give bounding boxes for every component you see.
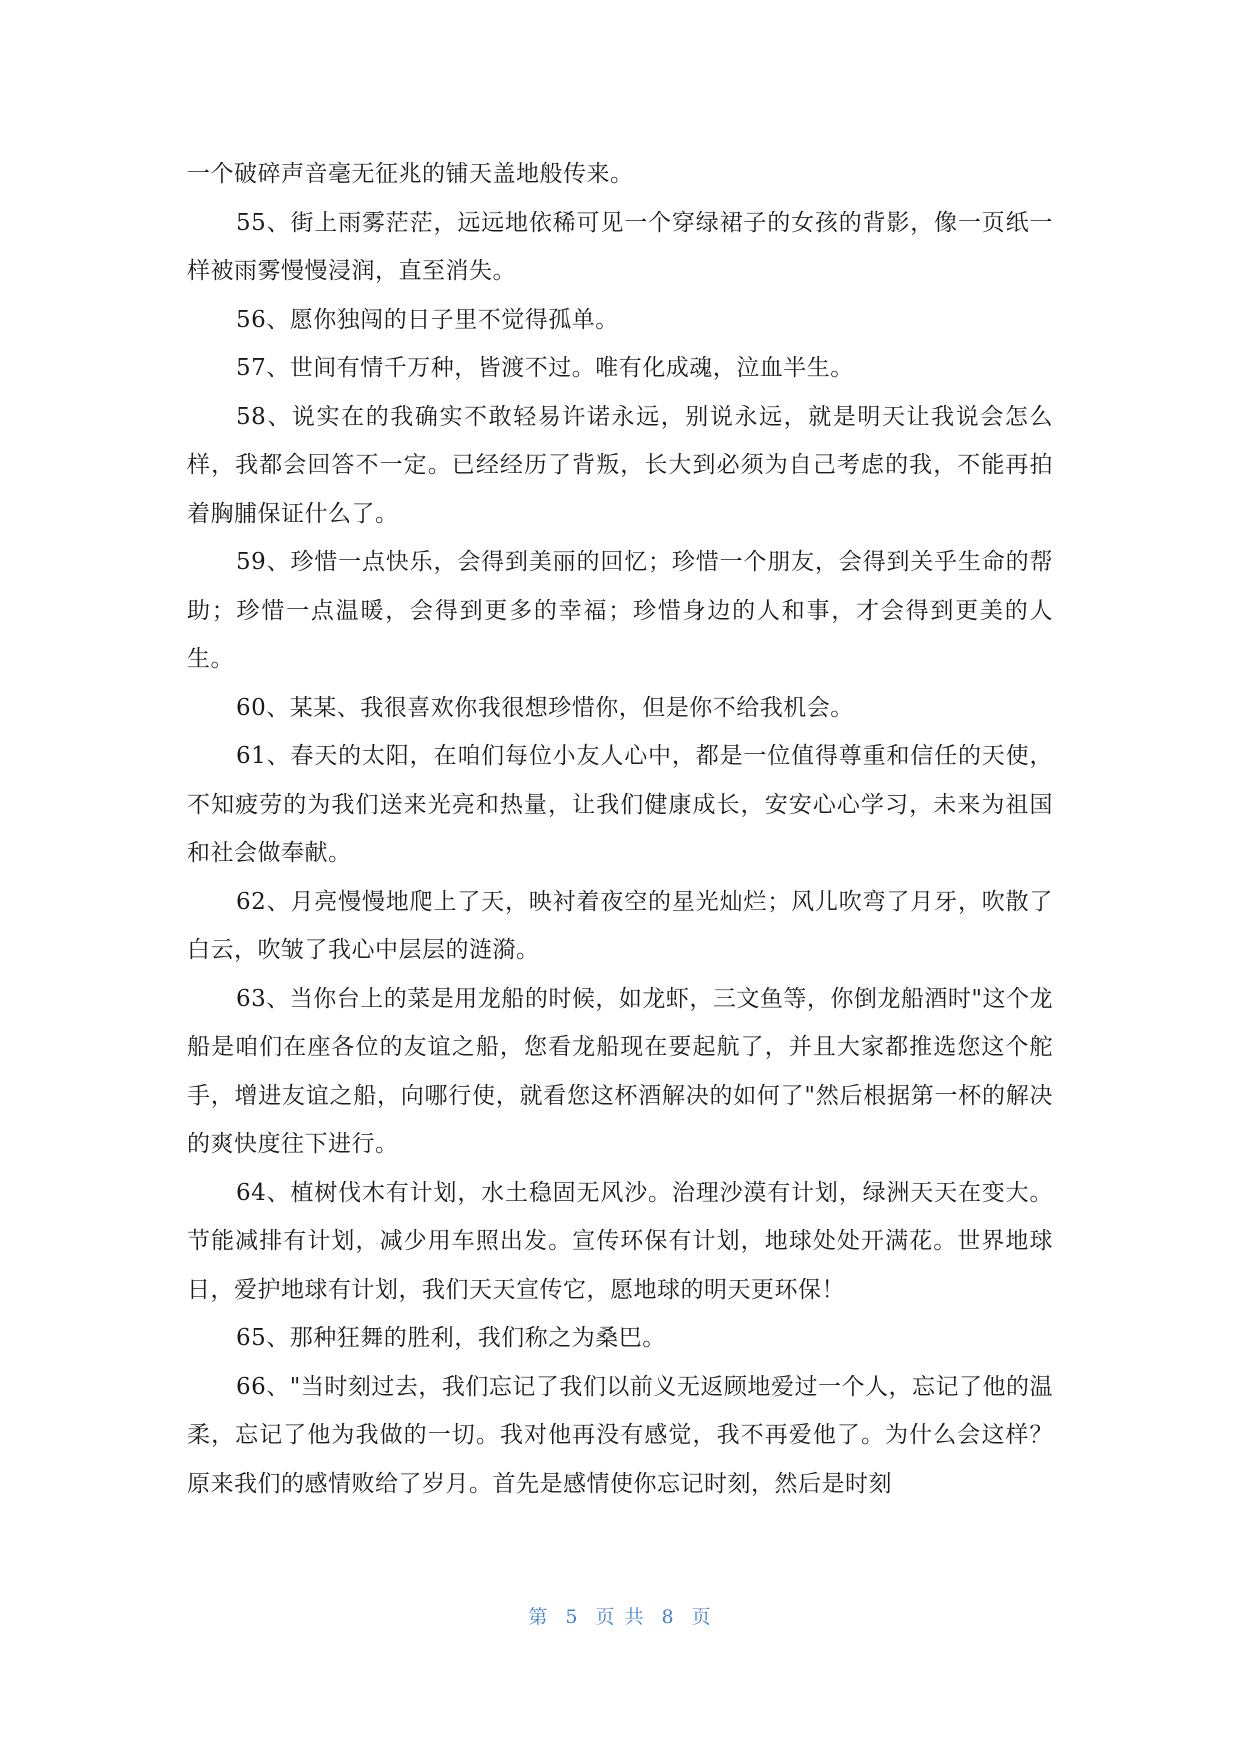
paragraph: 59、珍惜一点快乐，会得到美丽的回忆；珍惜一个朋友，会得到关乎生命的帮助；珍惜一点温暖，会得到更多的幸福；珍惜身边的人和事，才会得到更美的人生。 (187, 549, 1053, 672)
paragraph: 58、说实在的我确实不敢轻易许诺永远，别说永远，就是明天让我说会怎么样，我都会回答不一定。已经经历了背叛，长大到必须为自己考虑的我，不能再拍着胸脯保证什么了。 (187, 403, 1053, 527)
paragraph: 55、街上雨雾茫茫，远远地依稀可见一个穿绿裙子的女孩的背影，像一页纸一样被雨雾慢慢浸润，直至消失。 (187, 209, 1053, 284)
paragraph: 66、"当时刻过去，我们忘记了我们以前义无返顾地爱过一个人，忘记了他的温柔，忘记了他为我做的一切。我对他再没有感觉，我不再爱他了。为什么会这样？原来我们的感情败给了岁月。首先是感情使你忘记时刻，然后是时刻 (187, 1373, 1053, 1497)
paragraph: 57、世间有情千万种，皆渡不过。唯有化成魂，泣血半生。 (236, 355, 854, 381)
paragraph: 62、月亮慢慢地爬上了天，映衬着夜空的星光灿烂；风儿吹弯了月牙，吹散了白云，吹皱了我心中层层的涟漪。 (187, 888, 1053, 963)
footer-page-number: 5 (565, 1606, 580, 1628)
paragraph: 一个破碎声音毫无征兆的铺天盖地般传来。 (187, 161, 634, 187)
footer-suffix: 页 (691, 1606, 713, 1628)
paragraph: 65、那种狂舞的胜利，我们称之为桑巴。 (236, 1325, 666, 1351)
footer-middle: 页 共 (595, 1606, 646, 1628)
paragraph: 63、当你台上的菜是用龙船的时候，如龙虾，三文鱼等，你倒龙船酒时"这个龙船是咱们在座各位的友谊之船，您看龙船现在要起航了，并且大家都推选您这个舵手，增进友谊之船，向哪行使，就看您这杯酒解决的如何了"然后根据第一杯的解决的爽快度往下进行。 (187, 985, 1053, 1157)
paragraph: 64、植树伐木有计划，水土稳固无风沙。治理沙漠有计划，绿洲天天在变大。节能减排有计划，减少用车照出发。宣传环保有计划，地球处处开满花。世界地球日，爱护地球有计划，我们天天宣传它，愿地球的明天更环保！ (187, 1179, 1053, 1303)
paragraph: 61、春天的太阳，在咱们每位小友人心中，都是一位值得尊重和信任的天使，不知疲劳的为我们送来光亮和热量，让我们健康成长，安安心心学习，未来为祖国和社会做奉献。 (187, 743, 1053, 866)
paragraph: 56、愿你独闯的日子里不觉得孤单。 (236, 306, 619, 333)
paragraph: 60、某某、我很喜欢你我很想珍惜你，但是你不给我机会。 (236, 694, 854, 721)
footer-prefix: 第 (528, 1606, 550, 1628)
document-body (187, 150, 1053, 1508)
footer-total-pages: 8 (661, 1606, 676, 1628)
page-footer (0, 1602, 1241, 1629)
